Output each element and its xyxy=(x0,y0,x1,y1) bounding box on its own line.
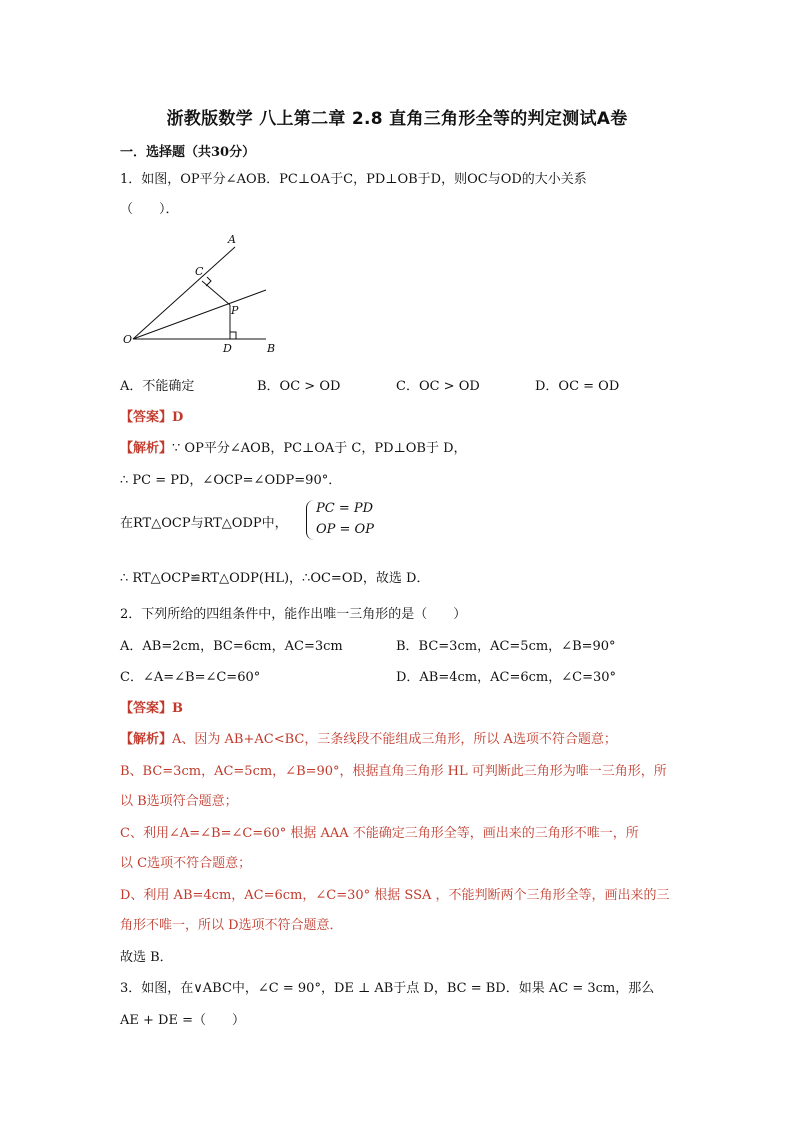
q1-analysis-1 xyxy=(120,437,467,456)
q2-option-b: B．BC=3cm，AC=5cm，∠B=90° xyxy=(396,639,616,654)
q2-option-d: D．AB=4cm，AC=6cm，∠C=30° xyxy=(396,670,617,685)
system-line-1: PC = PD xyxy=(316,501,374,516)
q1-analysis-2: ∴ PC = PD，∠OCP=∠ODP=90°． xyxy=(120,473,342,488)
q2-analysis-1-text: A、因为 AB+AC<BC，三条线段不能组成三角形，所以 A选项不符合题意； xyxy=(172,732,617,747)
right-angle-d xyxy=(230,332,236,339)
segment-pc xyxy=(202,281,230,305)
section-heading: 一．选择题（共30分） xyxy=(120,145,256,160)
label-o: O xyxy=(123,333,133,346)
q2-option-a: A．AB=2cm，BC=6cm，AC=3cm xyxy=(120,639,343,654)
q2-conclusion: 故选 B． xyxy=(120,950,173,965)
q1-analysis-head: 【解析】 xyxy=(120,441,173,456)
q1-option-b: B．OC > OD xyxy=(257,379,341,394)
q1-option-a: A．不能确定 xyxy=(120,379,195,394)
q1-analysis-4: ∴ RT△OCP≌RT△ODP(HL)，∴OC=OD，故选 D． xyxy=(120,571,430,586)
q2-analysis-2a: B、BC=3cm，AC=5cm，∠B=90°，根据直角三角形 HL 可判断此三角形为唯一三角形，所 xyxy=(120,764,667,779)
q2-analysis-head: 【解析】 xyxy=(120,732,173,747)
q2-analysis-4a: D、利用 AB=4cm，AC=6cm，∠C=30° 根据 SSA ，不能判断两个三角形全等，画出来的三 xyxy=(120,888,670,903)
q3-stem-2: AE + DE =（ ） xyxy=(120,1013,245,1028)
q1-answer: 【答案】D xyxy=(120,410,184,425)
q1-analysis-1-text: ∵ OP平分∠AOB，PC⊥OA于 C，PD⊥OB于 D， xyxy=(172,441,467,456)
q2-answer: 【答案】B xyxy=(120,701,183,716)
q1-analysis-3: 在RT△OCP与RT△ODP中， xyxy=(120,516,288,531)
q2-analysis-3b: 以 C选项不符合题意； xyxy=(120,856,252,871)
q1-figure xyxy=(118,228,288,358)
page-title: 浙教版数学 八上第二章 2.8 直角三角形全等的判定测试A卷 xyxy=(166,109,628,129)
label-a: A xyxy=(228,233,236,246)
q1-stem: 1．如图，OP平分∠AOB．PC⊥OA于C，PD⊥OB于D，则OC与OD的大小关系 xyxy=(120,172,587,187)
system-line-2: OP = OP xyxy=(316,522,374,537)
right-angle-c xyxy=(206,277,211,286)
q2-option-c: C．∠A=∠B=∠C=60° xyxy=(120,670,261,685)
q1-paren: （ ）． xyxy=(120,202,179,217)
ray-op xyxy=(133,290,266,339)
q3-stem: 3．如图，在∨ABC中，∠C = 90°，DE ⊥ AB于点 D，BC = BD．如果 AC = 3cm，那么 xyxy=(120,981,655,996)
q2-stem: 2．下列所给的四组条件中，能作出唯一三角形的是（ ） xyxy=(120,607,467,622)
label-c: C xyxy=(195,265,204,278)
label-p: P xyxy=(231,304,239,317)
ray-oa xyxy=(133,247,235,339)
q2-analysis-3a: C、利用∠A=∠B=∠C=60° 根据 AAA 不能确定三角形全等，画出来的三角形不唯一，所 xyxy=(120,826,639,841)
label-b: B xyxy=(267,342,276,355)
q1-option-d: D．OC = OD xyxy=(535,379,620,394)
brace xyxy=(306,500,315,540)
q2-analysis-4b: 角形不唯一，所以 D选项不符合题意． xyxy=(120,918,343,933)
q2-analysis-2b: 以 B选项符合题意； xyxy=(120,794,238,809)
label-d: D xyxy=(223,342,232,355)
q1-option-c: C．OC > OD xyxy=(396,379,480,394)
q2-analysis-1 xyxy=(120,728,617,747)
